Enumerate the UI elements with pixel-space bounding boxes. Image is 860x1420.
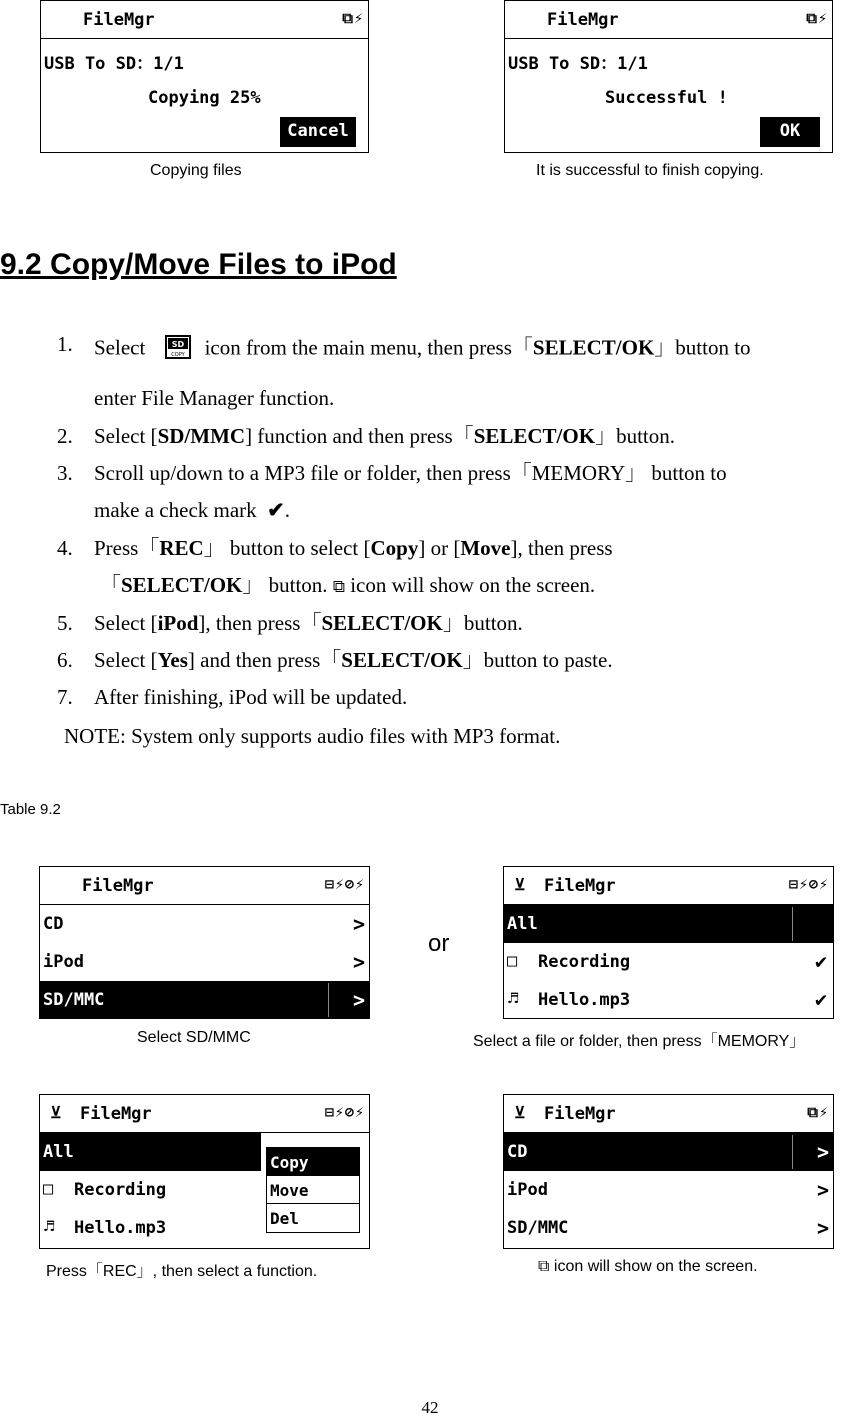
status-icons: ⊟⚡⊘⚡ xyxy=(324,1103,365,1121)
chevron-right-icon: > xyxy=(816,1178,829,1202)
list-item-sdmmc[interactable]: SD/MMC > xyxy=(40,981,369,1019)
list-item-ipod[interactable]: iPod > xyxy=(43,950,365,974)
folder-icon: □ xyxy=(43,1179,54,1199)
caption-select-sd: Select SD/MMC xyxy=(137,1029,251,1046)
svg-text:SD: SD xyxy=(171,340,184,349)
paste-icon: ⧉⚡ xyxy=(342,9,364,27)
caption-paste-icon: ⧉ icon will show on the screen. xyxy=(538,1258,758,1275)
or-text: or xyxy=(428,930,450,957)
paste-icon: ⧉⚡ xyxy=(806,9,828,27)
copy-status: Successful ! xyxy=(605,88,728,108)
copy-progress-line: USB To SD：1/1 xyxy=(508,54,648,74)
screen-title: FileMgr xyxy=(82,876,154,896)
caption-select-file: Select a file or folder, then press「MEMORY」 xyxy=(473,1033,806,1050)
screen-header xyxy=(505,1,832,39)
screen-title: FileMgr xyxy=(83,10,155,30)
music-note-icon: ♬ xyxy=(44,1217,55,1237)
screen-copying xyxy=(40,0,369,153)
caption-copying: Copying files xyxy=(150,162,242,179)
list-item-ipod[interactable]: iPod > xyxy=(507,1178,829,1202)
list-item-sdmmc[interactable]: SD/MMC > xyxy=(507,1216,829,1240)
music-note-icon: ♬ xyxy=(508,989,519,1009)
screen-rec-menu xyxy=(39,1094,370,1249)
screen-select-file xyxy=(503,866,834,1019)
cancel-button[interactable]: Cancel xyxy=(280,117,356,147)
page-number: 42 xyxy=(421,1398,439,1417)
menu-item-move[interactable]: Move xyxy=(267,1176,359,1204)
step-number: 1. xyxy=(57,332,73,356)
screen-title: FileMgr xyxy=(544,876,616,896)
chevron-right-icon: > xyxy=(816,1140,829,1164)
table-label: Table 9.2 xyxy=(0,801,61,818)
caption-rec-menu: Press「REC」, then select a function. xyxy=(46,1263,318,1280)
download-icon: ⊻ xyxy=(514,1103,526,1122)
function-menu xyxy=(266,1147,360,1233)
screen-paste-icon xyxy=(503,1094,834,1249)
menu-item-copy[interactable]: Copy xyxy=(267,1148,359,1176)
download-icon: ⊻ xyxy=(514,875,526,894)
list-item-cd[interactable]: CD > xyxy=(504,1133,833,1171)
screen-select-sd xyxy=(39,866,370,1019)
download-icon: ⊻ xyxy=(50,1103,62,1122)
chevron-right-icon: > xyxy=(816,1216,829,1240)
section-title: 9.2 Copy/Move Files to iPod xyxy=(0,248,397,281)
note: NOTE: System only supports audio files with MP3 format. xyxy=(64,724,561,748)
screen-success xyxy=(504,0,833,153)
paste-icon: ⧉⚡ xyxy=(807,1103,829,1121)
screen-title: FileMgr xyxy=(544,1104,616,1124)
check-mark-icon: ✔ xyxy=(814,987,827,1011)
sd-copy-icon xyxy=(163,332,193,367)
screen-title: FileMgr xyxy=(80,1104,152,1124)
list-item-recording[interactable]: □ Recording ✔ xyxy=(507,949,827,973)
menu-item-del[interactable]: Del xyxy=(270,1209,299,1228)
list-item-hello[interactable]: ♬ Hello.mp3 ✔ xyxy=(508,987,827,1011)
screen-title: FileMgr xyxy=(547,10,619,30)
list-item-all[interactable]: All xyxy=(504,905,833,943)
list-item-recording[interactable]: □ Recording xyxy=(43,1179,167,1200)
ok-button[interactable]: OK xyxy=(760,117,820,147)
chevron-right-icon: > xyxy=(352,912,365,936)
status-icons: ⊟⚡⊘⚡ xyxy=(324,875,365,893)
caption-success: It is successful to finish copying. xyxy=(536,162,764,179)
chevron-right-icon: > xyxy=(352,988,365,1012)
paste-icon: ⧉ xyxy=(538,1258,550,1275)
screen-header xyxy=(40,1095,369,1133)
screen-header xyxy=(504,867,833,905)
paste-icon: ⧉ xyxy=(332,577,345,596)
svg-text:COPY: COPY xyxy=(170,352,185,358)
check-mark-icon: ✔ xyxy=(814,949,827,973)
list-item-hello[interactable]: ♬ Hello.mp3 xyxy=(44,1217,167,1238)
screen-header xyxy=(504,1095,833,1133)
screen-header xyxy=(41,1,368,39)
copy-progress-line: USB To SD：1/1 xyxy=(44,54,184,74)
list-item-cd[interactable]: CD > xyxy=(43,912,365,936)
status-icons: ⊟⚡⊘⚡ xyxy=(788,875,829,893)
copy-status: Copying 25% xyxy=(148,88,261,108)
list-item-all[interactable]: All xyxy=(40,1133,261,1171)
chevron-right-icon: > xyxy=(352,950,365,974)
check-mark-icon: ✔ xyxy=(267,498,285,522)
folder-icon: □ xyxy=(507,951,518,971)
screen-header xyxy=(40,867,369,905)
